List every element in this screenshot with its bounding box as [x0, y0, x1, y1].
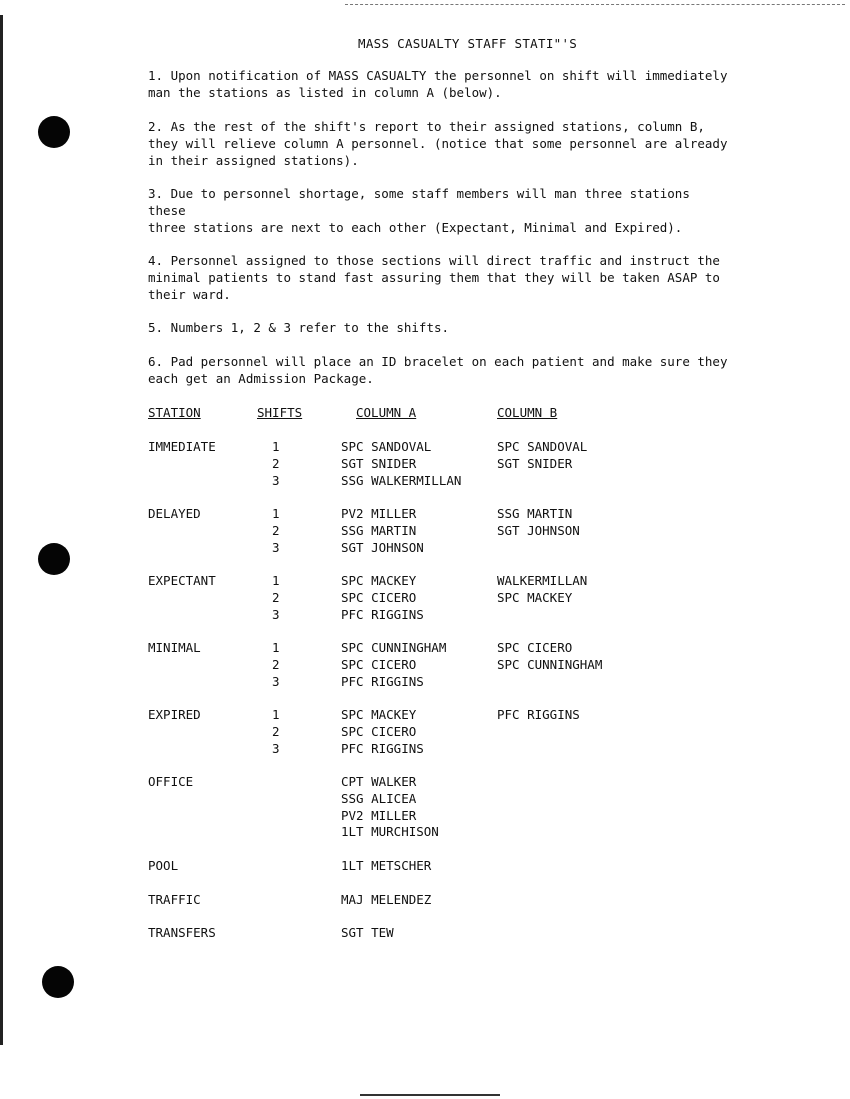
column-a-name: CPT WALKER	[341, 774, 417, 789]
paragraph-2: 2. As the rest of the shift's report to their assigned stations, column B, they will relieve column A personnel. (notice that some personnel are already in their assigned stations).	[148, 119, 728, 168]
column-b-names	[497, 707, 580, 724]
column-a-names	[341, 774, 439, 841]
column-b-name: WALKERMILLAN	[497, 573, 588, 588]
column-a-name: SSG ALICEA	[341, 790, 417, 806]
column-a-name: SPC MACKEY	[341, 573, 417, 588]
column-b-names	[497, 439, 587, 473]
column-a-name: SPC CICERO	[341, 589, 417, 605]
bottom-scan-rule	[360, 1094, 500, 1096]
column-a-name: PFC RIGGINS	[341, 740, 424, 756]
shift-number: 3	[272, 673, 280, 689]
column-a-name: SGT SNIDER	[341, 455, 417, 471]
column-b-name: SPC MACKEY	[497, 589, 573, 605]
shift-number: 3	[272, 740, 280, 756]
shift-number: 1	[272, 707, 280, 722]
column-a-name: PFC RIGGINS	[341, 606, 424, 622]
paragraph-3: 3. Due to personnel shortage, some staff members will man three stations these three stations are next to each other (Expectant, Minimal and Expired).	[148, 186, 690, 235]
header-column-b: COLUMN B	[497, 405, 558, 420]
top-scan-rule	[345, 4, 845, 5]
punch-hole-middle	[38, 543, 70, 575]
column-b-names	[497, 506, 580, 540]
column-a-name: MAJ MELENDEZ	[341, 892, 432, 907]
column-a-name: 1LT MURCHISON	[341, 824, 439, 840]
column-a-names	[341, 439, 461, 489]
station-name: TRANSFERS	[148, 925, 216, 940]
station-name: DELAYED	[148, 506, 201, 521]
column-b-names	[497, 573, 587, 607]
column-a-name: SPC CICERO	[341, 656, 417, 672]
column-b-name: SPC CICERO	[497, 640, 573, 655]
column-a-name: SSG WALKERMILLAN	[341, 472, 462, 488]
column-a-name: SPC CICERO	[341, 723, 417, 739]
column-b-name: SPC CUNNINGHAM	[497, 656, 603, 672]
shift-number: 1	[272, 640, 280, 655]
column-a-names	[341, 925, 394, 942]
column-b-name: SGT JOHNSON	[497, 522, 580, 538]
station-name: IMMEDIATE	[148, 439, 216, 454]
shift-number: 1	[272, 573, 280, 588]
column-a-name: PV2 MILLER	[341, 506, 417, 521]
column-a-name: SGT TEW	[341, 925, 394, 940]
column-a-name: PFC RIGGINS	[341, 673, 424, 689]
column-a-names	[341, 892, 431, 909]
document-title: MASS CASUALTY STAFF STATI"'S	[358, 36, 578, 51]
left-scan-edge	[0, 15, 3, 1045]
shift-number: 1	[272, 439, 280, 454]
shift-number: 2	[272, 455, 280, 471]
column-a-name: SSG MARTIN	[341, 522, 417, 538]
column-a-names	[341, 506, 424, 556]
column-b-name: SPC SANDOVAL	[497, 439, 588, 454]
column-a-name: 1LT METSCHER	[341, 858, 432, 873]
column-a-names	[341, 573, 424, 623]
column-a-name: SPC SANDOVAL	[341, 439, 432, 454]
paragraph-6: 6. Pad personnel will place an ID bracelet on each patient and make sure they each get an Admission Package.	[148, 354, 728, 386]
shift-number: 2	[272, 522, 280, 538]
column-a-name: PV2 MILLER	[341, 807, 417, 823]
column-b-name: SSG MARTIN	[497, 506, 573, 521]
shift-number: 2	[272, 589, 280, 605]
paragraph-5: 5. Numbers 1, 2 & 3 refer to the shifts.	[148, 320, 450, 335]
station-name: POOL	[148, 858, 179, 873]
station-name: OFFICE	[148, 774, 194, 789]
shift-numbers	[272, 573, 284, 623]
paragraph-1: 1. Upon notification of MASS CASUALTY the personnel on shift will immediately man the stations as listed in column A (below).	[148, 68, 728, 100]
shift-number: 3	[272, 606, 280, 622]
shift-number: 1	[272, 506, 280, 521]
column-a-names	[341, 858, 431, 875]
column-a-names	[341, 707, 424, 757]
station-name: MINIMAL	[148, 640, 201, 655]
column-b-name: SGT SNIDER	[497, 455, 573, 471]
station-name: TRAFFIC	[148, 892, 201, 907]
paragraph-4: 4. Personnel assigned to those sections will direct traffic and instruct the minimal patients to stand fast assuring them that they will be taken ASAP to their ward.	[148, 253, 720, 302]
column-a-names	[341, 640, 446, 690]
column-b-name: PFC RIGGINS	[497, 707, 580, 722]
column-b-names	[497, 640, 602, 674]
punch-hole-bottom	[42, 966, 74, 998]
shift-numbers	[272, 640, 284, 690]
shift-numbers	[272, 707, 284, 757]
station-name: EXPECTANT	[148, 573, 216, 588]
station-name: EXPIRED	[148, 707, 201, 722]
header-station: STATION	[148, 405, 201, 420]
shift-number: 2	[272, 723, 280, 739]
shift-numbers	[272, 439, 284, 489]
shift-number: 2	[272, 656, 280, 672]
column-a-name: SPC MACKEY	[341, 707, 417, 722]
column-a-name: SPC CUNNINGHAM	[341, 640, 447, 655]
shift-number: 3	[272, 539, 280, 555]
punch-hole-top	[38, 116, 70, 148]
header-column-a: COLUMN A	[356, 405, 417, 420]
header-shifts: SHIFTS	[257, 405, 303, 420]
column-a-name: SGT JOHNSON	[341, 539, 424, 555]
shift-numbers	[272, 506, 284, 556]
shift-number: 3	[272, 472, 280, 488]
